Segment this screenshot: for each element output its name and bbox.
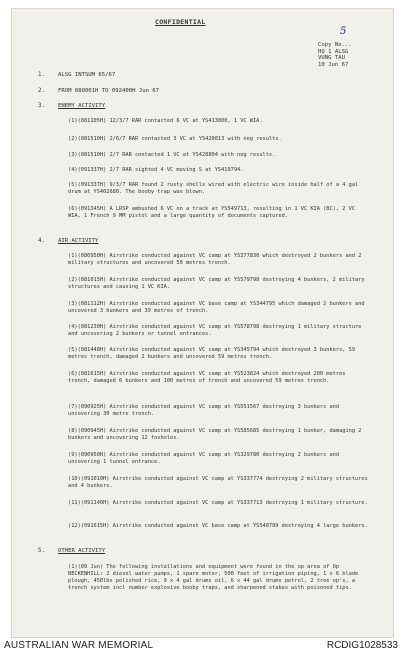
enemy-entry-1: (1)(081105H) 12/3/7 RAR contacted 6 VC at YS413800, 1 VC WIA. (68, 118, 263, 124)
footer-institution: AUSTRALIAN WAR MEMORIAL (4, 640, 154, 651)
air-entry-11: (11)(091140H) Airstrike conducted against VC camp at YS337713 destroying 1 military structure. (68, 500, 368, 506)
air-entry-9: (9)(090950H) Airstrike conducted against VC camp at YS329780 destroying 2 bunkers and uncovering 1 tunnel entrance. (68, 452, 340, 465)
section-5-num: 5. (38, 548, 45, 554)
section-1-num: 1. (38, 72, 45, 78)
copy-block (318, 42, 352, 68)
footer-bar (0, 638, 402, 654)
section-3-num: 3. (38, 103, 45, 109)
other-entry-1: (1)(09 Jun) The following installations and equipment were found in the op area of Op BECKENHILL: 2 diesel water pumps, 1 spare motor, 500 feet of irrigation piping, 1 x 6 blade plough, 450lbs polished rice, 9 x 4 gal drums oil, 6 x 44 gal drums petrol, 2 tree op's, a trench system incl number explosive booby traps, and sharpened stakes with poisoned tips. (68, 564, 359, 591)
section-4-title: AIR ACTIVITY (58, 238, 99, 244)
enemy-entry-4: (4)(091337H) 2/7 RAR sighted 4 VC moving S at YS419794. (68, 167, 244, 173)
air-entry-8: (8)(090945H) Airstrike conducted against VC camp at YS585685 destroying 1 bunker, damaging 2 bunkers and uncovering 12 foxholes. (68, 428, 362, 441)
air-entry-10: (10)(091010H) Airstrike conducted against VC camp at YS337774 destroying 2 military structures and 4 bunkers. (68, 476, 368, 489)
enemy-entry-5: (5)(091337H) 9/3/7 RAR found 2 rusty shells wired with electric wire inside half of a 4 gal drum at YS402680. The booby trap was blown. (68, 182, 359, 195)
air-entry-4: (4)(081230H) Airstrike conducted against VC camp at YS578798 destroying 1 military structure and uncovering 2 bunkers or tunnel entrances. (68, 324, 362, 337)
section-5-title: OTHER ACTIVITY (58, 548, 106, 554)
air-entry-3: (3)(081112H) Airstrike conducted against VC base camp at YS344795 which damaged 2 bunkers and uncovered 3 bunkers and 39 metres of trench. (68, 301, 365, 314)
hq-line: HQ 1 ALSG (318, 48, 349, 55)
section-1-title: ALSG INTSUM 65/67 (58, 72, 116, 78)
copy-no: Copy No... (318, 42, 352, 48)
air-entry-6: (6)(081615H) Airstrike conducted against VC camp at YS523824 which destroyed 200 metres trench, damaged 6 bunkers and 100 metres of trench and uncovered 59 metres trench. (68, 371, 346, 384)
air-entry-2: (2)(081015H) Airstrike conducted against VC camp at YS579798 destroying 4 bunkers, 2 military structures and causing 1 VC KIA. (68, 277, 365, 290)
air-entry-7: (7)(090925H) Airstrike conducted against VC camp at YS551567 destroying 3 bunkers and uncovering 30 metre trench. (68, 404, 340, 417)
enemy-entry-2: (2)(081510H) 2/6/7 RAR contacted 3 VC at YS420813 with neg results. (68, 136, 282, 142)
footer-record-id: RCDIG1028533 (326, 640, 398, 651)
section-2-num: 2. (38, 88, 45, 94)
section-2-title: FROM 080001H TO 092400H Jun 67 (58, 88, 160, 94)
enemy-entry-6: (6)(091345H) A LRSP ambushed 6 VC on a track at YS549713, resulting in 1 VC KIA (BC), 2 VC WIA, 1 French 9 MM pistol and a large quantity of documents captured. (68, 206, 356, 219)
air-entry-12: (12)(091615H) Airstrike conducted against VC base camp at YS548789 destroying 4 large bunkers. (68, 523, 368, 529)
classification-heading: CONFIDENTIAL (155, 18, 206, 26)
location-line: VUNG TAU (318, 55, 345, 62)
enemy-entry-3: (3)(081510H) 2/7 RAR contacted 1 VC at YS428804 with neg results. (68, 152, 276, 158)
air-entry-1: (1)(080950H) Airstrike conducted against VC camp at YS377830 which destroyed 2 bunkers and 2 military structures and uncovered 50 metres trench. (68, 253, 362, 266)
date-line: 10 Jun 67 (318, 61, 349, 68)
section-3-title: ENEMY ACTIVITY (58, 103, 106, 109)
handwritten-annotation: 5 (340, 26, 347, 37)
section-4-num: 4. (38, 238, 45, 244)
air-entry-5: (5)(081448H) Airstrike conducted against VC camp at YS345794 which destroyed 3 bunkers, 59 metres trench, damaged 2 bunkers and uncovered 59 metres trench. (68, 347, 356, 360)
